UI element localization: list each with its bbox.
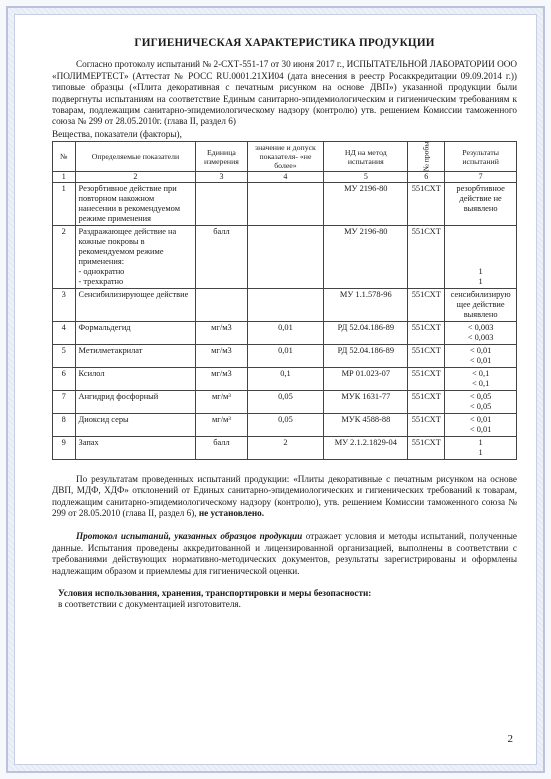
column-number: 1 xyxy=(53,172,76,183)
row-sample: 551СХТ xyxy=(408,182,445,225)
row-sample: 551СХТ xyxy=(408,390,445,413)
row-number: 2 xyxy=(53,225,76,288)
column-number: 3 xyxy=(196,172,247,183)
row-method: МУК 1631-77 xyxy=(324,390,408,413)
header-method: НД на метод испытания xyxy=(324,142,408,172)
protocol-lead: Протокол испытаний, указанных образцов продукции xyxy=(76,531,303,542)
row-result: 1 1 xyxy=(445,436,517,459)
row-indicator: Резорбтивное действие при повторном накожном нанесении в рекомендуемом режиме применения xyxy=(75,182,196,225)
table-body xyxy=(53,182,517,459)
conditions-title: Условия использования, хранения, транспортировки и меры безопасности: xyxy=(58,588,372,598)
row-limit xyxy=(247,288,324,321)
header-unit: Единица измерения xyxy=(196,142,247,172)
row-indicator: Запах xyxy=(75,436,196,459)
row-sample: 551СХТ xyxy=(408,225,445,288)
row-sample: 551СХТ xyxy=(408,413,445,436)
row-number: 7 xyxy=(53,390,76,413)
row-number: 6 xyxy=(53,367,76,390)
row-unit: мг/м3 xyxy=(196,321,247,344)
row-result: сенсибилизирую щее действие выявлено xyxy=(445,288,517,321)
table-row xyxy=(53,182,517,225)
row-limit xyxy=(247,182,324,225)
row-result: резорбтивное действие не выявлено xyxy=(445,182,517,225)
row-result: < 0,003 < 0,003 xyxy=(445,321,517,344)
row-result: < 0,05 < 0,05 xyxy=(445,390,517,413)
row-number: 5 xyxy=(53,344,76,367)
row-method: МР 01.023-07 xyxy=(324,367,408,390)
table-row xyxy=(53,288,517,321)
conclusion-emphasis: не установлено. xyxy=(198,507,265,518)
row-unit: балл xyxy=(196,225,247,288)
row-indicator: Сенсибилизирующее действие xyxy=(75,288,196,321)
table-row xyxy=(53,344,517,367)
row-indicator: Формальдегид xyxy=(75,321,196,344)
table-row xyxy=(53,225,517,288)
row-limit: 0,05 xyxy=(247,413,324,436)
substances-label: Вещества, показатели (факторы), xyxy=(52,128,182,139)
header-result: Результаты испытаний xyxy=(445,142,517,172)
header-indicator: Определяемые показатели xyxy=(75,142,196,172)
intro-paragraph: Согласно протоколу испытаний № 2-СХТ-551-17 от 30 июня 2017 г., ИСПЫТАТЕЛЬНОЙ ЛАБОРАТОРИИ ООО «ПОЛИМЕРТЕСТ» (Аттестат № РОСС RU.0001.21ХИ04 (дата внесения в реестр Росаккредитации 09.09.2014 г.)) типовые образцы («Плита декоративная с печатным рисунком на основе ДВП») указанной продукции были подвергнуты испытаниям на соответствие Единым санитарно-эпидемиологическим и гигиеническим требованиям к товарам, подлежащим санитарно-эпидемиологическому надзору (контролю) утв. решением Комиссии таможенного союза № 299 от 28.05.2010г. (глава II, раздел 6) xyxy=(52,59,517,127)
row-sample: 551СХТ xyxy=(408,367,445,390)
row-unit xyxy=(196,288,247,321)
row-limit: 0,05 xyxy=(247,390,324,413)
row-result: 1 1 xyxy=(445,225,517,288)
table-row xyxy=(53,436,517,459)
row-unit: мг/м3 xyxy=(196,344,247,367)
row-indicator: Ангидрид фосфорный xyxy=(75,390,196,413)
row-unit: мг/м³ xyxy=(196,390,247,413)
row-limit: 0,01 xyxy=(247,321,324,344)
table-header-row xyxy=(53,142,517,172)
row-method: МУ 2.1.2.1829-04 xyxy=(324,436,408,459)
header-sample: № пробы xyxy=(408,142,445,172)
conditions-text: в соответствии с документацией изготовителя. xyxy=(58,599,241,610)
row-unit xyxy=(196,182,247,225)
page-number: 2 xyxy=(507,733,513,745)
row-result: < 0,01 < 0,01 xyxy=(445,413,517,436)
row-sample: 551СХТ xyxy=(408,436,445,459)
row-unit: мг/м³ xyxy=(196,413,247,436)
row-method: МУ 2196-80 xyxy=(324,225,408,288)
row-unit: балл xyxy=(196,436,247,459)
column-number: 2 xyxy=(75,172,196,183)
row-sample: 551СХТ xyxy=(408,321,445,344)
row-indicator: Метилметакрилат xyxy=(75,344,196,367)
row-number: 1 xyxy=(53,182,76,225)
column-number: 7 xyxy=(445,172,517,183)
row-method: РД 52.04.186-89 xyxy=(324,321,408,344)
header-limit: значение и допуск показателя- «не более» xyxy=(247,142,324,172)
row-indicator: Раздражающее действие на кожные покровы в рекомендуемом режиме применения: - однократно - трехкратно xyxy=(75,225,196,288)
row-number: 3 xyxy=(53,288,76,321)
row-sample: 551СХТ xyxy=(408,344,445,367)
column-number: 6 xyxy=(408,172,445,183)
row-sample: 551СХТ xyxy=(408,288,445,321)
table-row xyxy=(53,367,517,390)
row-unit: мг/м3 xyxy=(196,367,247,390)
row-method: РД 52.04.186-89 xyxy=(324,344,408,367)
row-limit: 2 xyxy=(247,436,324,459)
conclusion-paragraph xyxy=(52,474,517,520)
conclusion-text: По результатам проведенных испытаний продукции: «Плиты декоративные с печатным рисунком на основе ДВП, МДФ, ХДФ» отклонений от Единых санитарно-эпидемиологических и гигиенических требований к товарам, подлежащим санитарно-эпидемиологическому надзору (контролю), утв. решением Комиссии таможенного союза № 299 от 28.05.2010 (глава II, раздел 6), xyxy=(52,473,517,518)
protocol-paragraph xyxy=(52,531,517,577)
row-number: 8 xyxy=(53,413,76,436)
row-limit xyxy=(247,225,324,288)
table-row xyxy=(53,413,517,436)
row-result: < 0,1 < 0,1 xyxy=(445,367,517,390)
protocol-text: отражает условия и методы испытаний, полученные данные. Испытания проведены аккредитованной и лицензированной организацией, выполнены в соответствии с требованиями действующих нормативно-методических документов, результаты зарегистрированы и оформлены надлежащим образом и приемлемы для гигиенической оценки. xyxy=(52,531,518,576)
document-title: ГИГИЕНИЧЕСКАЯ ХАРАКТЕРИСТИКА ПРОДУКЦИИ xyxy=(134,37,435,49)
row-indicator: Диоксид серы xyxy=(75,413,196,436)
row-number: 9 xyxy=(53,436,76,459)
row-result: < 0,01 < 0,01 xyxy=(445,344,517,367)
column-number-row xyxy=(53,172,517,183)
table-row xyxy=(53,321,517,344)
document-body xyxy=(52,38,517,611)
row-method: МУ 1.1.578-96 xyxy=(324,288,408,321)
table-row xyxy=(53,390,517,413)
header-num: № xyxy=(53,142,76,172)
row-indicator: Ксилол xyxy=(75,367,196,390)
column-number: 5 xyxy=(324,172,408,183)
row-method: МУК 4588-88 xyxy=(324,413,408,436)
row-limit: 0,1 xyxy=(247,367,324,390)
row-method: МУ 2196-80 xyxy=(324,182,408,225)
results-table xyxy=(52,141,517,460)
row-number: 4 xyxy=(53,321,76,344)
column-number: 4 xyxy=(247,172,324,183)
row-limit: 0,01 xyxy=(247,344,324,367)
